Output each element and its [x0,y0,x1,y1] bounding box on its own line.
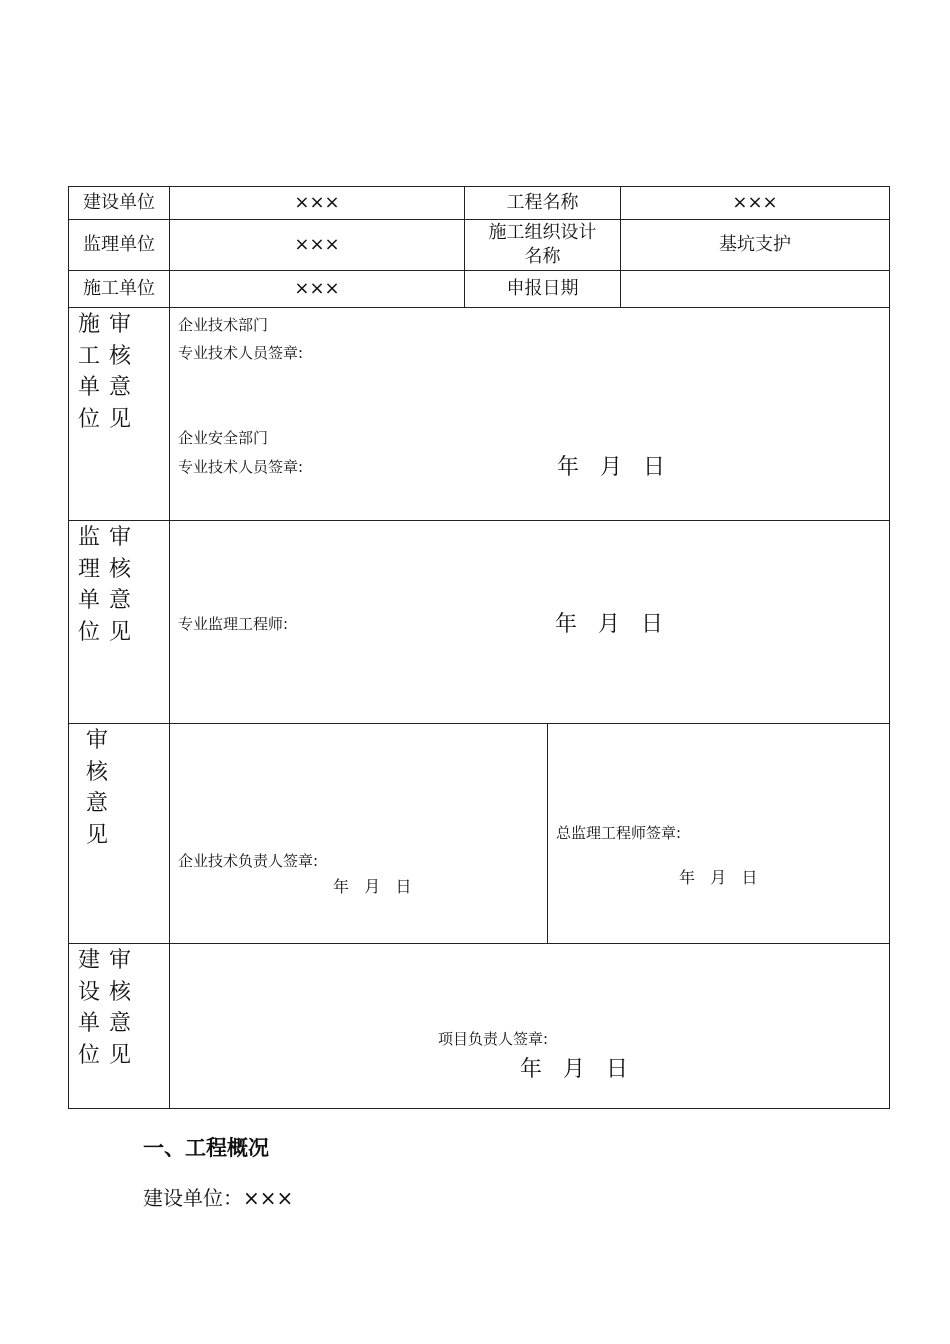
owner-review-date[interactable]: 年 月 日 [520,1057,628,1082]
side-char: 审 [109,948,132,973]
owner-unit-line: 建设单位：××× [143,1186,294,1210]
grid-line [68,723,890,724]
side-char: 单 [78,1011,101,1036]
label-owner-unit [69,187,169,219]
value-text: ××× [294,278,340,299]
project-name-value[interactable] [621,187,889,219]
side-char: 核 [86,759,109,785]
supervision-unit-value[interactable] [170,220,464,270]
value-text: 基坑支护 [719,234,791,255]
review-side [86,725,108,851]
owner-unit-value[interactable] [170,187,464,219]
label-design-name [465,220,620,270]
side-char: 单 [78,375,101,400]
side-char: 意 [109,375,132,400]
grid-line [889,186,890,1109]
tech-dept-label: 企业技术部门 [178,316,269,334]
grid-line [68,307,890,308]
side-char: 施 [78,312,101,337]
side-char: 工 [78,343,101,369]
grid-line [68,520,890,521]
side-char: 单 [78,588,101,613]
tech-sign-field[interactable]: 专业技术人员签章: [178,344,304,362]
side-char: 见 [86,822,109,848]
owner-review-side-col1 [78,945,100,1071]
label-text: 工程名称 [506,192,579,213]
label-text: 建设单位 [83,192,155,213]
side-char: 见 [109,1042,132,1068]
supervision-engineer-sign[interactable]: 专业监理工程师: [178,615,289,633]
side-char: 见 [109,406,132,432]
side-char: 设 [78,979,101,1005]
grid-line [68,943,890,944]
side-char: 审 [109,525,132,550]
design-name-value[interactable] [621,220,889,270]
grid-line [68,186,69,1109]
side-char: 审 [86,728,109,753]
chief-engineer-sign[interactable]: 总监理工程师签章: [556,824,682,842]
construction-review-date[interactable]: 年 月 日 [557,455,665,480]
tech-lead-date[interactable]: 年 月 日 [333,877,412,896]
side-char: 位 [78,619,101,645]
value-text: ××× [294,234,340,255]
construction-unit-value[interactable] [170,271,464,307]
label-project-name [465,187,620,219]
label-construction-unit [69,271,169,307]
side-char: 位 [78,406,101,432]
supervision-review-side-col1 [78,522,100,648]
side-char: 意 [86,791,109,816]
side-char: 见 [109,619,132,645]
tech-lead-sign[interactable]: 企业技术负责人签章: [178,852,319,870]
value-text: ××× [294,192,340,213]
side-char: 建 [78,948,101,973]
label-text: 施工单位 [83,278,155,299]
project-lead-sign[interactable]: 项目负责人签章: [438,1030,549,1048]
side-char: 意 [109,1011,132,1036]
side-char: 审 [109,312,132,337]
grid-line [547,723,548,944]
section-heading: 一、工程概况 [143,1136,269,1160]
side-char: 核 [109,343,132,369]
safety-dept-label: 企业安全部门 [178,429,269,447]
grid-line [169,186,170,1109]
side-char: 理 [78,556,101,582]
label-text: 施工组织设计 [488,222,597,243]
label-text: 监理单位 [83,234,155,255]
side-char: 核 [109,556,132,582]
label-text: 名称 [524,246,561,267]
construction-review-side-col1 [78,309,100,435]
value-text: ××× [732,192,778,213]
owner-review-side-col2 [109,945,131,1071]
side-char: 位 [78,1042,101,1068]
side-char: 核 [109,979,132,1005]
side-char: 意 [109,588,132,613]
construction-review-side-col2 [109,309,131,435]
chief-engineer-date[interactable]: 年 月 日 [679,868,758,887]
submit-date-value[interactable] [621,271,889,307]
label-supervision-unit [69,220,169,270]
supervision-review-date[interactable]: 年 月 日 [555,612,663,637]
grid-line [68,1108,890,1109]
label-text: 申报日期 [506,278,579,299]
label-submit-date [465,271,620,307]
safety-sign-field[interactable]: 专业技术人员签章: [178,458,304,476]
supervision-review-side-col2 [109,522,131,648]
side-char: 监 [78,525,101,550]
